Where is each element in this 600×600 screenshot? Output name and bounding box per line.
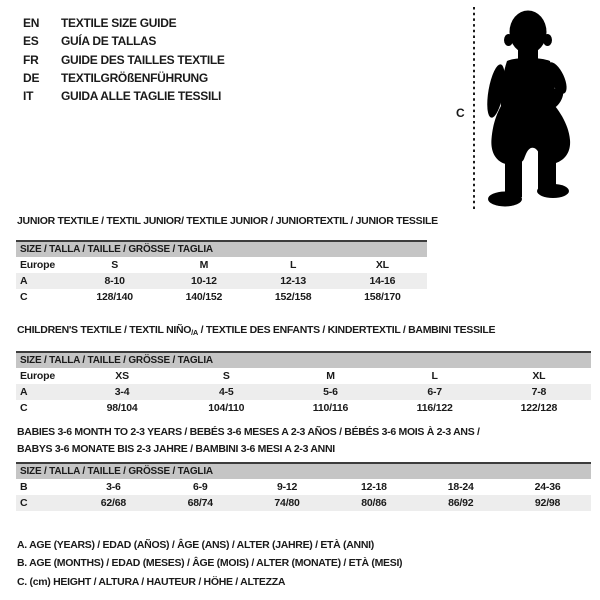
language-title: TEXTILGRÖßENFÜHRUNG bbox=[61, 70, 208, 85]
children-size-table bbox=[16, 351, 591, 416]
value-cell: L bbox=[431, 370, 438, 382]
junior-size-table bbox=[16, 240, 427, 305]
value-cell: 10-12 bbox=[159, 273, 248, 289]
value-cell: 4-5 bbox=[174, 384, 278, 400]
footnote-a: A. AGE (YEARS) / EDAD (AÑOS) / ÂGE (ANS) / ALTER (JAHRE) / ETÀ (ANNI) bbox=[17, 539, 374, 551]
value-cell: M bbox=[199, 259, 209, 271]
table-row bbox=[16, 289, 427, 305]
value-cell: 62/68 bbox=[70, 495, 157, 511]
language-title: GUÍA DE TALLAS bbox=[61, 34, 157, 49]
value-cell: S bbox=[222, 370, 230, 382]
value-cell: 98/104 bbox=[106, 402, 138, 414]
row-label-cell: C bbox=[20, 402, 28, 414]
language-code: IT bbox=[23, 89, 34, 104]
value-cell: 86/92 bbox=[417, 495, 504, 511]
language-title: GUIDE DES TAILLES TEXTILE bbox=[61, 52, 225, 67]
value-cell: XL bbox=[532, 370, 546, 382]
value-cell: 5-6 bbox=[278, 384, 382, 400]
children-title-subscript: /A bbox=[191, 328, 199, 337]
row-label-cell: C bbox=[20, 291, 28, 303]
row-label-cell: Europe bbox=[20, 370, 55, 382]
value-cell: 9-12 bbox=[276, 481, 298, 493]
babies-textile-title bbox=[17, 424, 480, 457]
value-cell: 80/86 bbox=[330, 495, 417, 511]
children-title-prefix: CHILDREN'S TEXTILE / TEXTIL NIÑO bbox=[17, 324, 192, 336]
value-cell: 92/98 bbox=[504, 495, 591, 511]
footnote-c: C. (cm) HEIGHT / ALTURA / HAUTEUR / HÖHE / ALTEZZA bbox=[17, 575, 286, 588]
value-cell: XS bbox=[115, 370, 129, 382]
size-header-row bbox=[16, 241, 427, 257]
language-code: FR bbox=[23, 52, 39, 67]
size-header-label: SIZE / TALLA / TAILLE / GRÖSSE / TAGLIA bbox=[16, 241, 427, 257]
table-row bbox=[16, 495, 591, 511]
value-cell: 68/74 bbox=[157, 495, 244, 511]
language-code: DE bbox=[23, 70, 40, 85]
height-label-c: C bbox=[456, 106, 465, 120]
size-header-row bbox=[16, 463, 591, 479]
value-cell: 158/170 bbox=[364, 291, 401, 303]
table-row bbox=[16, 273, 427, 289]
value-cell: 140/152 bbox=[185, 291, 223, 303]
row-label-cell: A bbox=[16, 384, 70, 400]
table-row bbox=[16, 400, 591, 416]
row-label-cell: A bbox=[16, 273, 70, 289]
row-label-cell: C bbox=[16, 495, 70, 511]
row-label-cell: B bbox=[20, 481, 28, 493]
value-cell: 104/110 bbox=[208, 402, 245, 414]
value-cell: XL bbox=[375, 259, 389, 271]
value-cell: 116/122 bbox=[416, 402, 453, 414]
language-row-en bbox=[23, 14, 225, 32]
height-measure-dotted-line bbox=[472, 7, 476, 211]
baby-figure bbox=[450, 5, 600, 215]
size-header-label: SIZE / TALLA / TAILLE / GRÖSSE / TAGLIA bbox=[16, 463, 591, 479]
value-cell: 128/140 bbox=[96, 291, 133, 303]
footnote-b: B. AGE (MONTHS) / EDAD (MESES) / ÂGE (MOIS) / ALTER (MONATE) / ETÀ (MESI) bbox=[17, 557, 403, 570]
table-row bbox=[16, 368, 591, 384]
language-row-es bbox=[23, 32, 225, 50]
babies-size-table bbox=[16, 462, 591, 511]
value-cell: 122/128 bbox=[520, 402, 558, 414]
size-header-label: SIZE / TALLA / TAILLE / GRÖSSE / TAGLIA bbox=[16, 352, 591, 368]
value-cell: 110/116 bbox=[312, 402, 349, 414]
language-row-fr bbox=[23, 51, 225, 69]
value-cell: L bbox=[290, 259, 297, 271]
language-title: GUIDA ALLE TAGLIE TESSILI bbox=[61, 89, 222, 104]
table-row bbox=[16, 479, 591, 495]
value-cell: 18-24 bbox=[447, 481, 474, 493]
junior-textile-title: JUNIOR TEXTILE / TEXTIL JUNIOR/ TEXTILE JUNIOR / JUNIORTEXTIL / JUNIOR TESSILE bbox=[17, 215, 438, 227]
language-code: EN bbox=[23, 16, 40, 30]
table-row bbox=[16, 257, 427, 273]
value-cell: 3-4 bbox=[70, 384, 174, 400]
value-cell: M bbox=[326, 370, 335, 382]
babies-title-line1: BABIES 3-6 MONTH TO 2-3 YEARS / BEBÉS 3-6 MESES A 2-3 AÑOS / BÉBÉS 3-6 MOIS À 2-3 ANS / bbox=[17, 426, 480, 438]
babies-title-line2: BABYS 3-6 MONATE BIS 2-3 JAHRE / BAMBINI 3-6 MESI A 2-3 ANNI bbox=[17, 442, 335, 455]
language-row-it bbox=[23, 87, 225, 105]
value-cell: 12-13 bbox=[249, 273, 338, 289]
value-cell: 6-9 bbox=[192, 481, 208, 493]
value-cell: 14-16 bbox=[338, 273, 427, 289]
value-cell: 7-8 bbox=[487, 384, 591, 400]
value-cell: 12-18 bbox=[360, 481, 387, 493]
language-code: ES bbox=[23, 34, 39, 49]
language-list bbox=[23, 14, 225, 105]
children-textile-title bbox=[17, 324, 495, 337]
value-cell: 24-36 bbox=[534, 481, 561, 493]
footnotes bbox=[17, 536, 402, 591]
size-header-row bbox=[16, 352, 591, 368]
children-title-suffix: / TEXTILE DES ENFANTS / KINDERTEXTIL / BAMBINI TESSILE bbox=[198, 324, 496, 336]
value-cell: 6-7 bbox=[383, 384, 487, 400]
table-row bbox=[16, 384, 591, 400]
value-cell: 152/158 bbox=[274, 291, 312, 303]
value-cell: 3-6 bbox=[106, 481, 121, 493]
value-cell: S bbox=[111, 259, 119, 271]
value-cell: 74/80 bbox=[244, 495, 331, 511]
baby-silhouette-icon bbox=[483, 9, 577, 208]
language-row-de bbox=[23, 69, 225, 87]
value-cell: 8-10 bbox=[70, 273, 159, 289]
language-title: TEXTILE SIZE GUIDE bbox=[61, 16, 177, 30]
row-label-cell: Europe bbox=[20, 259, 55, 271]
